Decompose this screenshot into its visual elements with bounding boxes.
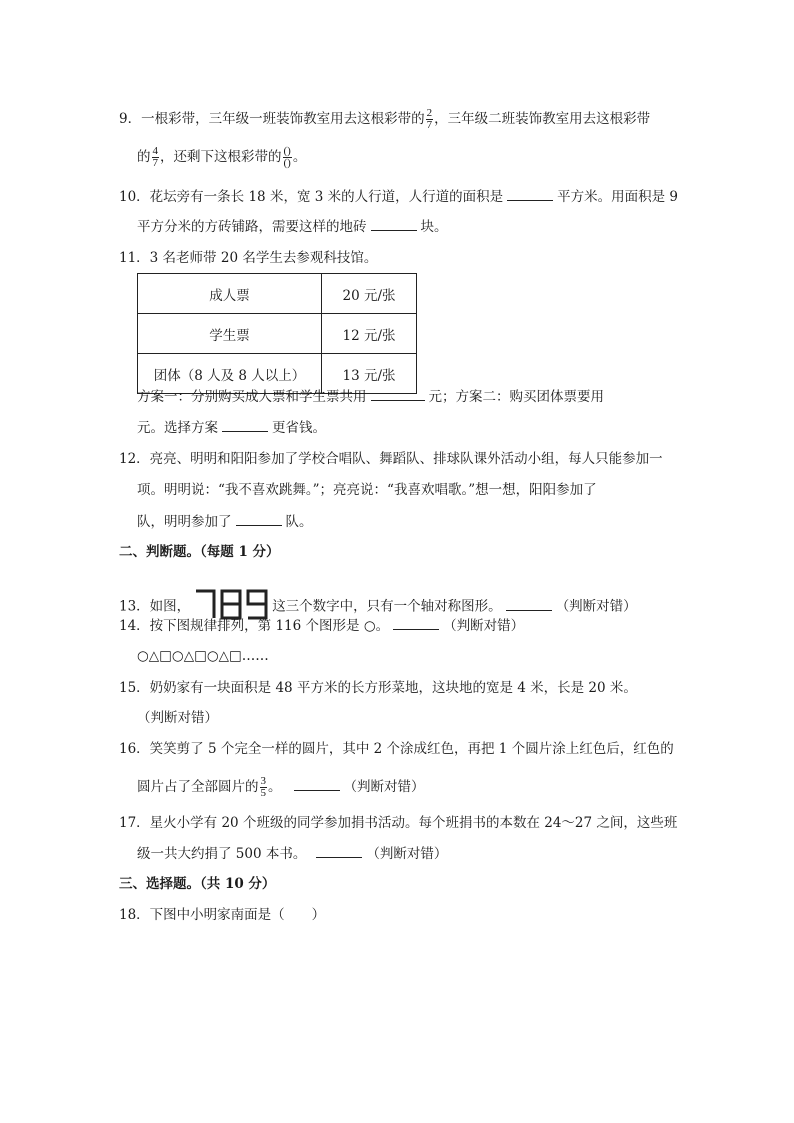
q9-text: ，还剩下这根彩带的 (160, 149, 282, 165)
q12-line3 (137, 511, 313, 532)
q17-line2 (137, 843, 447, 864)
q12-blank-mingming[interactable] (236, 511, 282, 526)
q9-text: ，三年级二班装饰教室用去这根彩带 (434, 111, 651, 127)
ticket-kind: 团体（8 人及 8 人以上） (138, 354, 322, 394)
frac-numerator: 2 (426, 107, 433, 119)
ticket-price-table (137, 273, 417, 394)
q9-fraction-2-7 (426, 108, 434, 131)
q11-text: 元；方案二：购买团体票要用 (428, 389, 604, 405)
q9-text: 的 (137, 149, 151, 165)
q12-text: 队，明明参加了 (137, 514, 232, 530)
q10-blank-area[interactable] (507, 186, 553, 201)
q10-text: 10．花坛旁有一条长 18 米，宽 3 米的人行道，人行道的面积是 (119, 189, 504, 205)
q11-text: 方案一：分别购买成人票和学生票共用 (137, 389, 367, 405)
q16-text: 圆片占了全部圆片的 (137, 779, 259, 795)
q11-text: 更省钱。 (272, 420, 326, 436)
q15-line1: 15．奶奶家有一块面积是 48 平方米的长方形菜地，这块地的宽是 4 米，长是 20 米。 (119, 680, 637, 696)
q9-line2 (137, 146, 306, 169)
q17-text: （判断对错） (366, 846, 448, 862)
q10-blank-tiles[interactable] (371, 216, 417, 231)
q12-text: 队。 (285, 514, 313, 530)
q11-line2 (137, 417, 326, 438)
q10-text: 平方分米的方砖铺路，需要这样的地砖 (137, 219, 367, 235)
q9-line1 (119, 108, 650, 131)
q12-line1: 12．亮亮、明明和阳阳参加了学校合唱队、舞蹈队、排球队课外活动小组，每人只能参加一 (119, 451, 663, 467)
frac-numerator: () (283, 145, 291, 157)
q15-line2: （判断对错） (137, 710, 218, 726)
q13-blank[interactable] (506, 596, 552, 611)
q17-line1: 17．星火小学有 20 个班级的同学参加捐书活动。每个班捐书的本数在 24～27 之间，这些班 (119, 815, 678, 831)
q14-line1 (119, 615, 524, 636)
q18-line: 18．下图中小明家南面是（ ） (119, 907, 326, 923)
q14-text: 14．按下图规律排列，第 116 个图形是 ○。 (119, 618, 390, 634)
q17-text: 级一共大约捐了 500 本书。 (137, 846, 307, 862)
section-2-title: 二、判断题。（每题 1 分） (119, 544, 280, 560)
q16-line2 (137, 776, 425, 799)
table-row (138, 314, 417, 354)
q16-line1: 16．笑笑剪了 5 个完全一样的圆片，其中 2 个涂成红色，再把 1 个圆片涂上红色后，红色的 (119, 741, 674, 757)
q9-text: 9．一根彩带，三年级一班装饰教室用去这根彩带的 (119, 111, 425, 127)
q11-stem: 11．3 名老师带 20 名学生去参观科技馆。 (119, 250, 378, 266)
frac-denominator: 7 (152, 157, 158, 169)
ticket-price: 13 元/张 (322, 354, 417, 394)
q14-blank[interactable] (393, 615, 439, 630)
q11-line1 (137, 386, 604, 407)
q11-blank-choice[interactable] (222, 417, 268, 432)
frac-numerator: 3 (260, 775, 266, 787)
q16-fraction-3-5 (260, 776, 268, 799)
q16-text: 。 (268, 779, 282, 795)
q17-blank[interactable] (316, 843, 362, 858)
q9-text: 。 (292, 149, 307, 165)
q16-text: （判断对错） (343, 779, 425, 795)
q10-text: 平方米。用面积是 9 (557, 189, 679, 205)
frac-numerator: 4 (152, 145, 158, 157)
frac-denominator: 5 (260, 787, 266, 799)
q12-line2: 项。明明说：“我不喜欢跳舞。”；亮亮说：“我喜欢唱歌。”想一想，阳阳参加了 (137, 482, 597, 498)
frac-denominator: () (283, 157, 291, 169)
q10-line1 (119, 186, 678, 207)
q11-blank-plan1[interactable] (371, 386, 425, 401)
frac-denominator: 7 (426, 119, 433, 131)
q9-fraction-answer[interactable] (283, 146, 292, 169)
ticket-kind: 成人票 (138, 274, 322, 314)
ticket-price: 20 元/张 (322, 274, 417, 314)
q13-text: 这三个数字中，只有一个轴对称图形。 (272, 598, 502, 615)
q11-text: 元。选择方案 (137, 420, 218, 436)
q14-sequence: ○△□○△□○△□…… (137, 648, 269, 664)
q16-blank[interactable] (294, 776, 340, 791)
ticket-price: 12 元/张 (322, 314, 417, 354)
q10-line2 (137, 216, 448, 237)
q14-text: （判断对错） (443, 618, 525, 634)
ticket-kind: 学生票 (138, 314, 322, 354)
table-row (138, 274, 417, 314)
q9-fraction-4-7 (152, 146, 160, 169)
section-3-title: 三、选择题。（共 10 分） (119, 876, 276, 892)
q10-text: 块。 (420, 219, 448, 235)
q13-text: 13．如图， (119, 598, 191, 615)
q13-text: （判断对错） (555, 598, 637, 615)
